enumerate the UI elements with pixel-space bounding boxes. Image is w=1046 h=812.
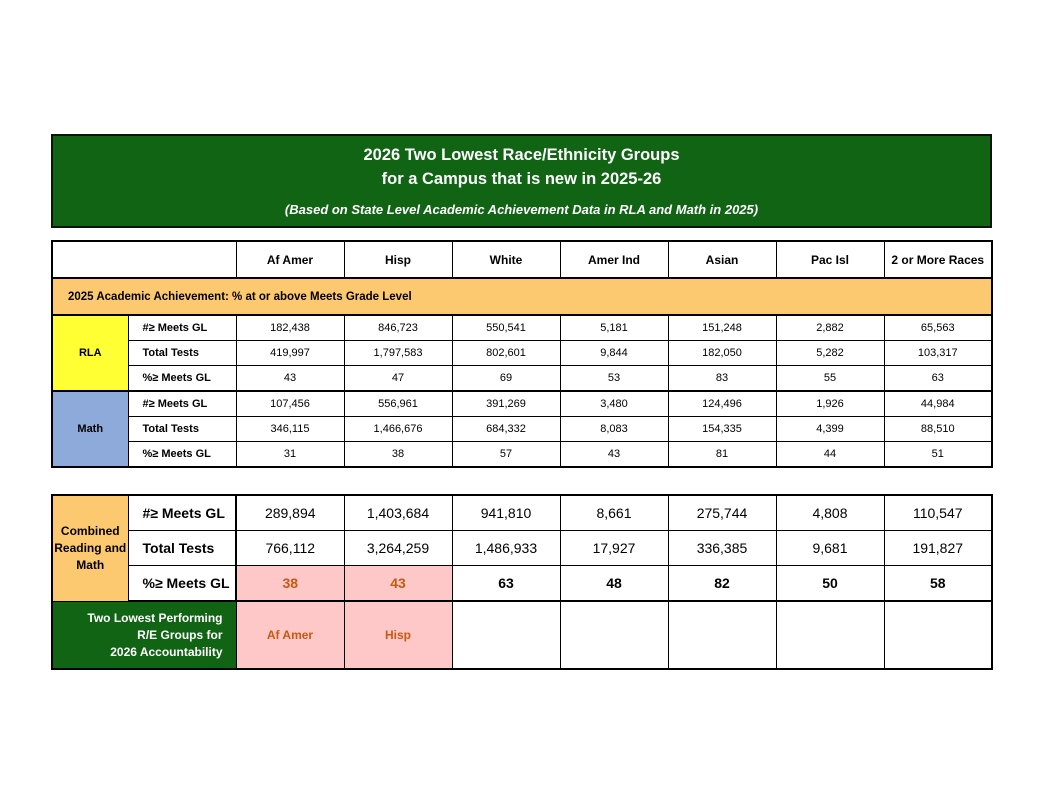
row-label: Total Tests xyxy=(128,531,236,566)
cell: 8,661 xyxy=(560,495,668,531)
achievement-table xyxy=(51,240,993,468)
cell: 191,827 xyxy=(884,531,992,566)
cell: 63 xyxy=(452,566,560,602)
cell: 182,438 xyxy=(236,315,344,341)
empty-cell xyxy=(560,601,668,669)
cell: 83 xyxy=(668,366,776,392)
cell: 65,563 xyxy=(884,315,992,341)
cell: 151,248 xyxy=(668,315,776,341)
table-row xyxy=(52,391,992,417)
cell: 8,083 xyxy=(560,417,668,442)
cell: 684,332 xyxy=(452,417,560,442)
cell: 419,997 xyxy=(236,341,344,366)
cell: 103,317 xyxy=(884,341,992,366)
lowest-group: Af Amer xyxy=(236,601,344,669)
row-label: Total Tests xyxy=(128,417,236,442)
empty-cell xyxy=(884,601,992,669)
row-label: %≥ Meets GL xyxy=(128,366,236,392)
col-header: Asian xyxy=(668,241,776,278)
cell: 2,882 xyxy=(776,315,884,341)
col-header: Pac Isl xyxy=(776,241,884,278)
table-row xyxy=(52,495,992,531)
cell: 81 xyxy=(668,442,776,468)
cell: 1,466,676 xyxy=(344,417,452,442)
empty-cell xyxy=(452,601,560,669)
cell: 3,480 xyxy=(560,391,668,417)
cell: 47 xyxy=(344,366,452,392)
cell: 3,264,259 xyxy=(344,531,452,566)
cell: 1,797,583 xyxy=(344,341,452,366)
cell: 346,115 xyxy=(236,417,344,442)
table-row xyxy=(52,566,992,602)
row-label: %≥ Meets GL xyxy=(128,566,236,602)
cell: 107,456 xyxy=(236,391,344,417)
cell: 4,399 xyxy=(776,417,884,442)
col-header: 2 or More Races xyxy=(884,241,992,278)
table-row xyxy=(52,417,992,442)
col-header: Amer Ind xyxy=(560,241,668,278)
lowest-label-line: Two Lowest Performing xyxy=(87,610,223,625)
cell: 802,601 xyxy=(452,341,560,366)
achievement-row xyxy=(52,278,992,315)
cell: 53 xyxy=(560,366,668,392)
cell: 38 xyxy=(344,442,452,468)
cell: 44 xyxy=(776,442,884,468)
cell: 941,810 xyxy=(452,495,560,531)
col-header: White xyxy=(452,241,560,278)
lowest-cell: 43 xyxy=(344,566,452,602)
title-line-2: for a Campus that is new in 2025-26 xyxy=(381,170,662,188)
cell: 57 xyxy=(452,442,560,468)
row-label: #≥ Meets GL xyxy=(128,315,236,341)
cell: 550,541 xyxy=(452,315,560,341)
cell: 275,744 xyxy=(668,495,776,531)
combined-table xyxy=(51,494,993,670)
subtitle: (Based on State Level Academic Achievement Data in RLA and Math in 2025) xyxy=(284,202,759,217)
cell: 5,181 xyxy=(560,315,668,341)
cell: 17,927 xyxy=(560,531,668,566)
header-blank xyxy=(52,241,236,278)
cell: 9,844 xyxy=(560,341,668,366)
cell: 336,385 xyxy=(668,531,776,566)
cell: 44,984 xyxy=(884,391,992,417)
cell: 182,050 xyxy=(668,341,776,366)
table-row xyxy=(52,315,992,341)
table-row xyxy=(52,341,992,366)
row-label: %≥ Meets GL xyxy=(128,442,236,468)
lowest-label-line: R/E Groups for xyxy=(137,627,223,642)
cell: 43 xyxy=(236,366,344,392)
lowest-cell: 38 xyxy=(236,566,344,602)
math-label: Math xyxy=(52,391,128,467)
cell: 289,894 xyxy=(236,495,344,531)
cell: 846,723 xyxy=(344,315,452,341)
empty-cell xyxy=(776,601,884,669)
cell: 55 xyxy=(776,366,884,392)
cell: 5,282 xyxy=(776,341,884,366)
row-label: #≥ Meets GL xyxy=(128,391,236,417)
rla-label: RLA xyxy=(52,315,128,391)
lowest-group: Hisp xyxy=(344,601,452,669)
cell: 4,808 xyxy=(776,495,884,531)
row-label: Total Tests xyxy=(128,341,236,366)
achievement-label: 2025 Academic Achievement: % at or above Meets Grade Level xyxy=(52,278,992,315)
cell: 9,681 xyxy=(776,531,884,566)
cell: 1,403,684 xyxy=(344,495,452,531)
cell: 48 xyxy=(560,566,668,602)
table-row xyxy=(52,366,992,392)
cell: 31 xyxy=(236,442,344,468)
cell: 154,335 xyxy=(668,417,776,442)
row-label: #≥ Meets GL xyxy=(128,495,236,531)
empty-cell xyxy=(668,601,776,669)
table-row xyxy=(52,531,992,566)
table-row xyxy=(52,442,992,468)
cell: 110,547 xyxy=(884,495,992,531)
cell: 766,112 xyxy=(236,531,344,566)
cell: 556,961 xyxy=(344,391,452,417)
cell: 58 xyxy=(884,566,992,602)
cell: 51 xyxy=(884,442,992,468)
cell: 69 xyxy=(452,366,560,392)
combined-label: Combined Reading and Math xyxy=(52,495,128,601)
title-line-1: 2026 Two Lowest Race/Ethnicity Groups xyxy=(363,146,680,164)
cell: 50 xyxy=(776,566,884,602)
cell: 43 xyxy=(560,442,668,468)
cell: 82 xyxy=(668,566,776,602)
cell: 391,269 xyxy=(452,391,560,417)
lowest-groups-label xyxy=(52,601,236,669)
cell: 124,496 xyxy=(668,391,776,417)
cell: 1,486,933 xyxy=(452,531,560,566)
col-header: Hisp xyxy=(344,241,452,278)
header-row xyxy=(52,241,992,278)
title-banner xyxy=(51,134,992,228)
lowest-row xyxy=(52,601,992,669)
cell: 63 xyxy=(884,366,992,392)
lowest-label-line: 2026 Accountability xyxy=(110,644,223,659)
cell: 1,926 xyxy=(776,391,884,417)
cell: 88,510 xyxy=(884,417,992,442)
col-header: Af Amer xyxy=(236,241,344,278)
